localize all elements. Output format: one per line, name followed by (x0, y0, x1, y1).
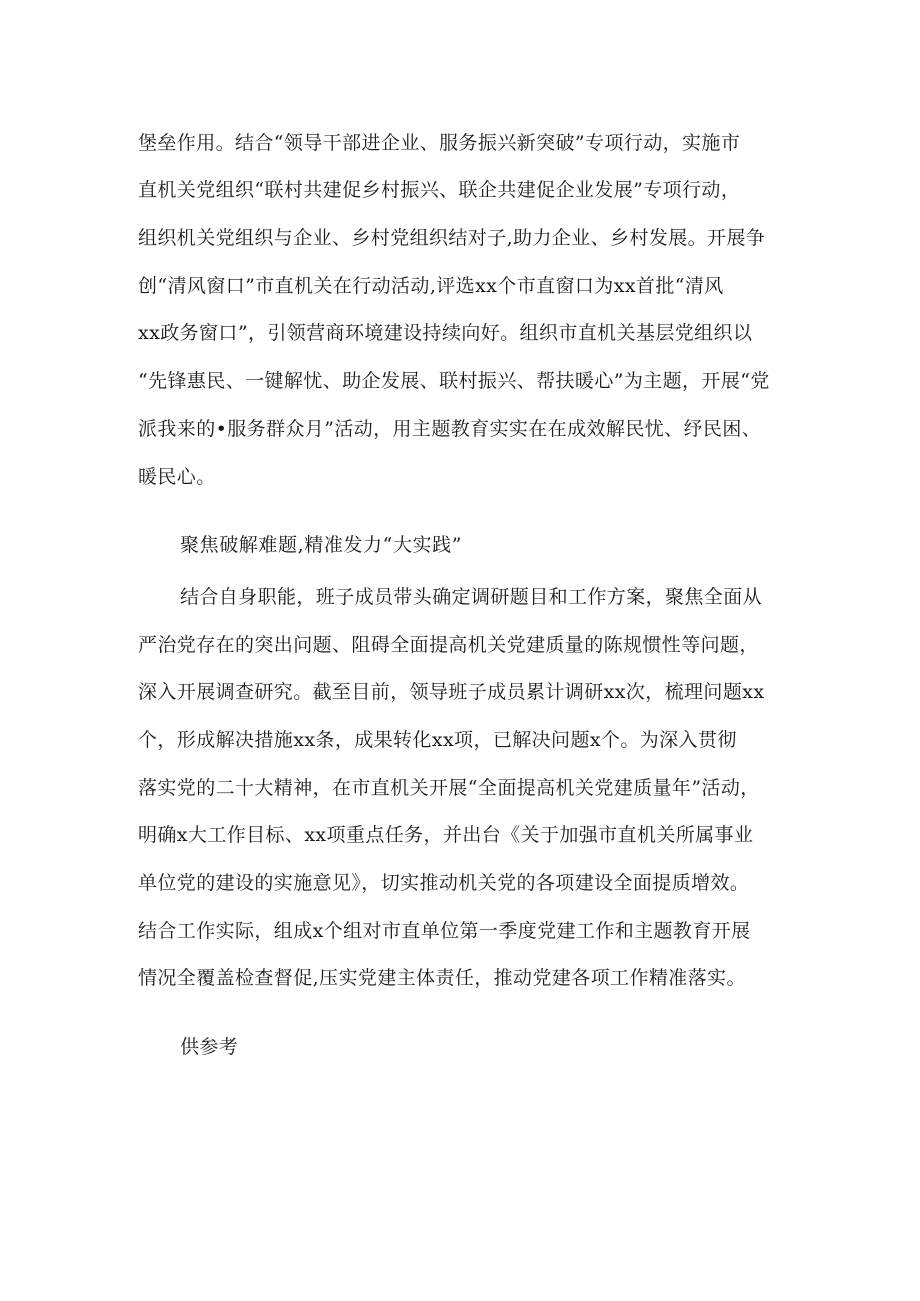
text-line: xx政务窗口”，引领营商环境建设持续向好。组织市直机关基层党组织以 (138, 322, 753, 344)
text-line: 深入开展调查研究。截至目前，领导班子成员累计调研xx次，梳理问题xx (138, 681, 765, 703)
text-line: 落实党的二十大精神，在市直机关开展“全面提高机关党建质量年”活动， (138, 777, 760, 799)
text-line: 明确x大工作目标、xx项重点任务，并出台《关于加强市直机关所属事业 (138, 824, 754, 846)
text-line: 个，形成解决措施xx条，成果转化xx项，已解决问题x个。为深入贯彻 (138, 729, 737, 751)
text-line: 派我来的•服务群众月”活动，用主题教育实实在在成效解民忧、纾民困、 (138, 418, 762, 440)
text-line: 情况全覆盖检查督促,压实党建主体责任，推动党建各项工作精准落实。 (138, 967, 746, 989)
section-heading: 聚焦破解难题,精准发力“大实践” (180, 534, 463, 556)
closing-text: 供参考 (180, 1036, 239, 1058)
text-line: 组织机关党组织与企业、乡村党组织结对子,助力企业、乡村发展。开展争 (138, 227, 766, 249)
text-line: 暖民心。 (138, 466, 216, 488)
text-line: 直机关党组织“联村共建促乡村振兴、联企共建促企业发展”专项行动， (138, 179, 741, 201)
text-line: 结合自身职能，班子成员带头确定调研题目和工作方案，聚焦全面从 (180, 586, 763, 608)
text-line: 严治党存在的突出问题、阻碍全面提高机关党建质量的陈规惯性等问题， (138, 634, 759, 656)
text-line: 结合工作实际，组成x个组对市直单位第一季度党建工作和主题教育开展 (138, 920, 751, 942)
text-line: 单位党的建设的实施意见》，切实推动机关党的各项建设全面提质增效。 (138, 872, 750, 894)
text-line: 堡垒作用。结合“领导干部进企业、服务振兴新突破”专项行动，实施市 (138, 132, 741, 154)
text-line: “先锋惠民、一键解忧、助企发展、联村振兴、帮扶暖心”为主题，开展“党 (138, 370, 770, 392)
text-line: 创“清风窗口”市直机关在行动活动,评选xx个市直窗口为xx首批“清风 (138, 275, 724, 297)
